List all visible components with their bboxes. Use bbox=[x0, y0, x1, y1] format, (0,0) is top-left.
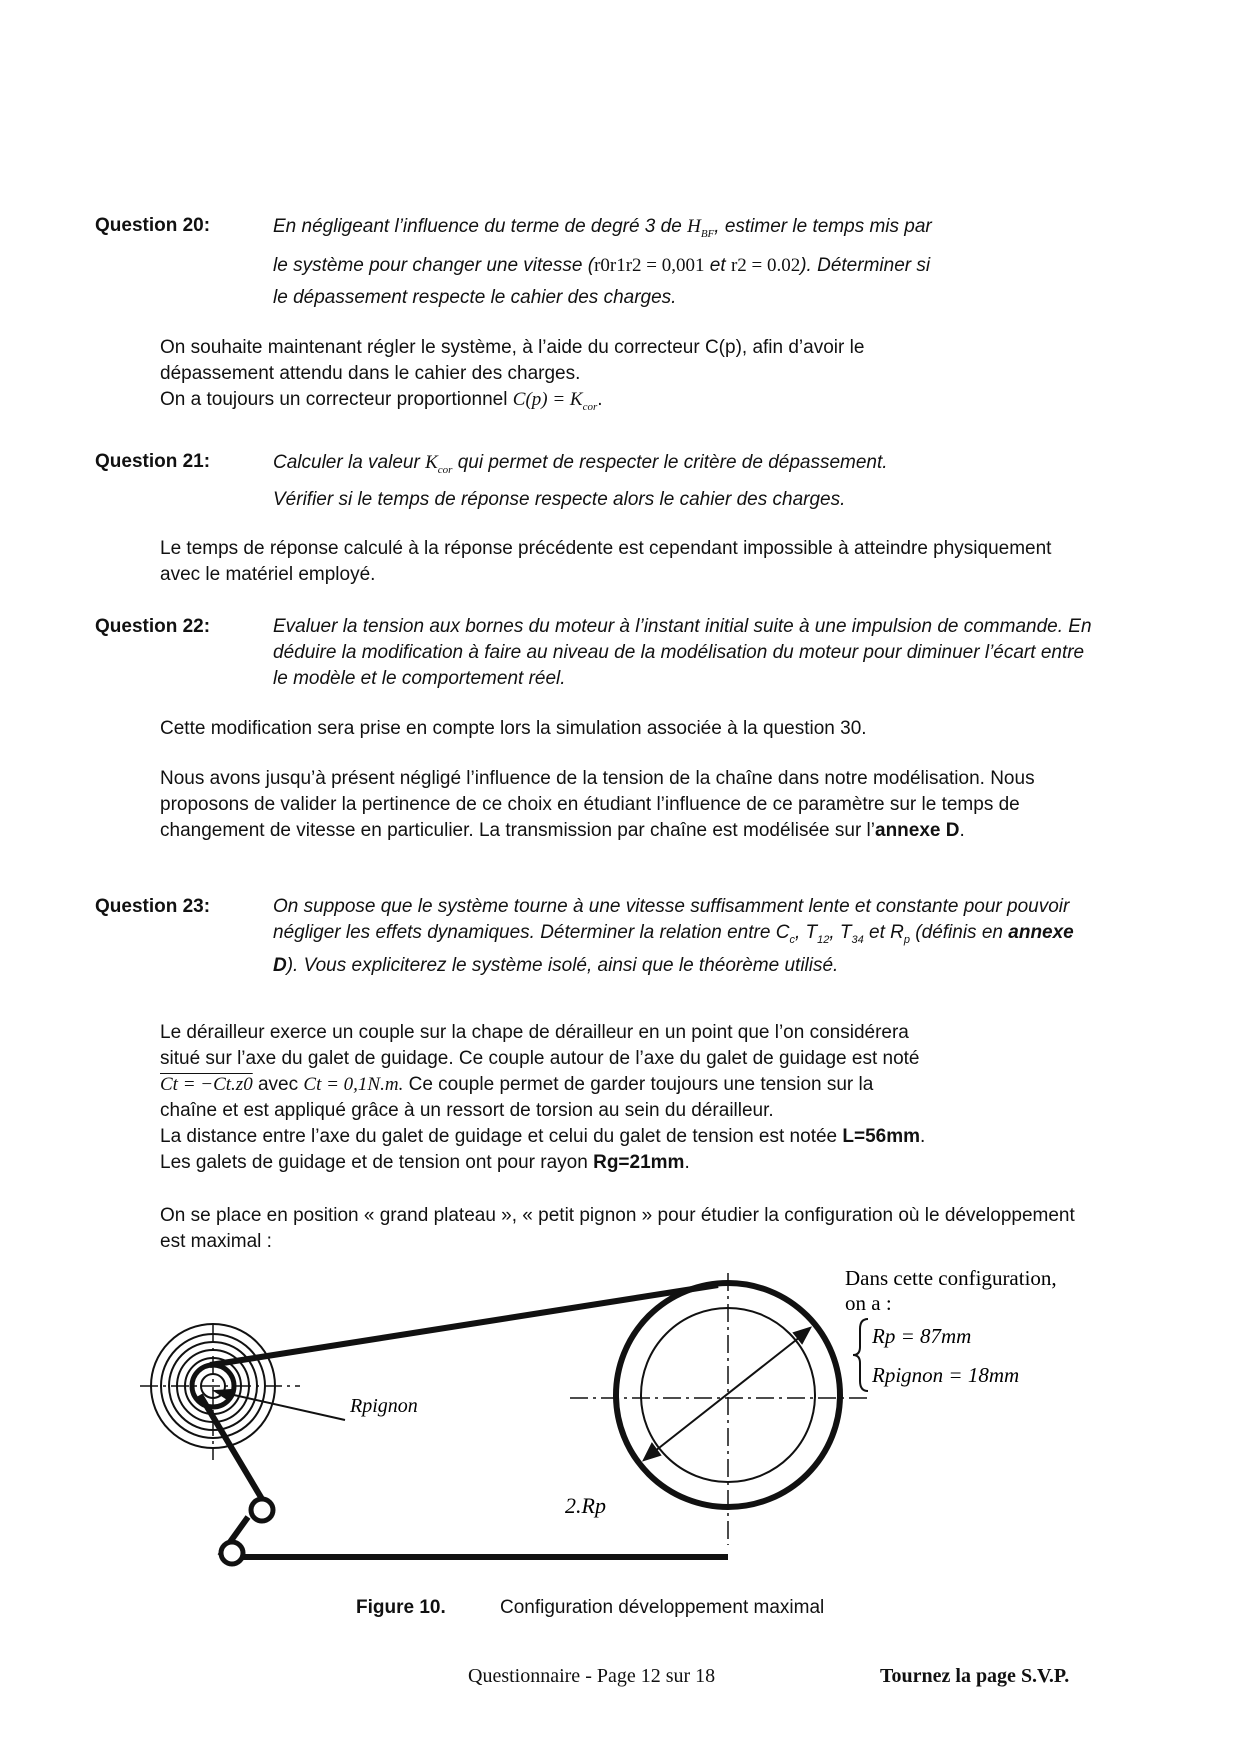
figure-note-line1: Dans cette configuration, bbox=[845, 1266, 1057, 1290]
question-23-text: On suppose que le système tourne à une vitesse suffisamment lente et constante pour pouvoir négliger les effets dynamiques. Déterminer la relation entre $C_c$, $T_{12}$, $T_{34}$ et $R_p$ (définis en annexe D). Vous expliciterez le système isolé, ainsi que le théorème utilisé. bbox=[273, 896, 1074, 976]
galet-tension bbox=[221, 1542, 243, 1564]
paragraph-modification: Cette modification sera prise en compte lors la simulation associée à la question 30. bbox=[160, 718, 867, 739]
paragraph-derailleur: Le dérailleur exerce un couple sur la chape de dérailleur en un point que l’on considérera situé sur l’axe du galet de guidage. Ce couple autour de l’axe du galet de guidage est noté Ct = −Ct.z0 avec Ct = 0,1N.m. Ce couple permet de garder toujours une tension sur la chaîne et est appliqué grâce à un ressort de torsion au sein du dérailleur. La distance entre l’axe du galet de guidage et celui du galet de tension est notée L=56mm. Les galets de guidage et de tension ont pour rayon Rg=21mm. bbox=[160, 1022, 926, 1173]
two-rp-label: 2.Rp bbox=[565, 1493, 606, 1518]
question-21-text: Calculer la valeur $K_{cor}$ qui permet de respecter le critère de dépassement. Vérifier si le temps de réponse respecte alors le cahier des charges. bbox=[273, 452, 888, 510]
brace bbox=[853, 1319, 868, 1391]
question-20-label: Question 20: bbox=[95, 215, 211, 236]
rp-equation: Rp = 87mm bbox=[872, 1324, 972, 1348]
correcteur-formula: $C(p) = K_{cor}$ bbox=[512, 389, 598, 413]
figure-note-line2: on a : bbox=[845, 1291, 892, 1315]
question-22-label: Question 22: bbox=[95, 616, 211, 637]
diameter-arrow bbox=[644, 1328, 810, 1460]
turn-page-note: Tournez la page S.V.P. bbox=[880, 1665, 1070, 1687]
paragraph-tension-chaine: Nous avons jusqu’à présent négligé l’influence de la tension de la chaîne dans notre modélisation. Nous proposons de valider la pertinence de ce choix en étudiant l’influence de ce paramètre sur le temps de changement de vitesse en particulier. La transmission par chaîne est modélisée sur l’annexe D. bbox=[160, 768, 1035, 841]
figure-caption-number: Figure 10. bbox=[356, 1597, 446, 1618]
question-22-text: Evaluer la tension aux bornes du moteur à l’instant initial suite à une impulsion de commande. En déduire la modification à faire au niveau de la modélisation du moteur pour diminuer l’écart entre le modèle et le comportement réel. bbox=[273, 616, 1092, 689]
chain-path bbox=[200, 1285, 728, 1557]
question-21-label: Question 21: bbox=[95, 451, 211, 472]
h-bf-symbol: $H_{BF}$ bbox=[687, 216, 715, 240]
page-footer: Questionnaire - Page 12 sur 18 bbox=[468, 1665, 716, 1687]
figure-10-diagram bbox=[0, 1255, 1240, 1575]
question-23-label: Question 23: bbox=[95, 896, 211, 917]
figure-caption-text: Configuration développement maximal bbox=[500, 1597, 825, 1618]
rpignon-label: Rpignon bbox=[350, 1395, 418, 1417]
galet-guidage bbox=[251, 1499, 273, 1521]
couple-vector-formula: Ct = −Ct.z0 bbox=[160, 1074, 253, 1095]
paragraph-configuration: On se place en position « grand plateau », « petit pignon » pour étudier la configuration où le développement est maximal : bbox=[160, 1205, 1075, 1252]
question-20-text: En négligeant l’influence du terme de degré 3 de $H_{BF}$, estimer le temps mis par le système pour changer une vitesse (r0r1r2 = 0,001 et r2 = 0.02). Déterminer si le dépassement respecte le cahier des charges. bbox=[273, 216, 932, 308]
rpignon-equation: Rpignon = 18mm bbox=[872, 1363, 1020, 1387]
paragraph-correcteur: On souhaite maintenant régler le système, à l’aide du correcteur C(p), afin d’avoir le dépassement attendu dans le cahier des charges. On a toujours un correcteur proportionnel $C(p) = K_{cor}$. bbox=[160, 337, 865, 413]
k-cor-symbol: $K_{cor}$ bbox=[425, 452, 453, 476]
paragraph-temps-reponse: Le temps de réponse calculé à la réponse précédente est cependant impossible à atteindre physiquement avec le matériel employé. bbox=[160, 538, 1052, 585]
